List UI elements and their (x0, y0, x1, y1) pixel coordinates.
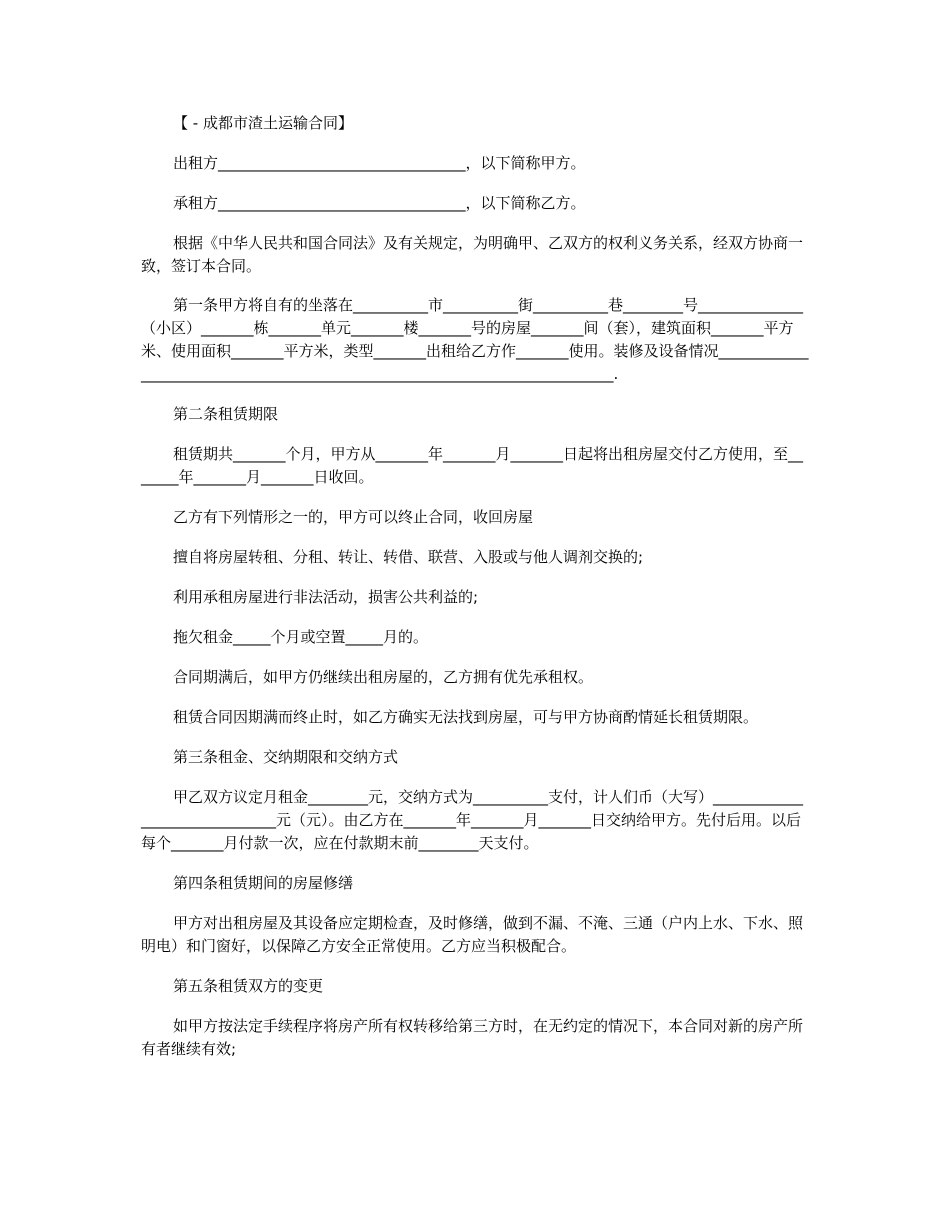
termination-conditions-intro: 乙方有下列情形之一的，甲方可以终止合同，收回房屋 (173, 508, 534, 526)
article-3-heading: 第三条租金、交纳期限和交纳方式 (173, 748, 399, 766)
article-2-heading: 第二条租赁期限 (173, 405, 279, 423)
rent-payment-paragraph: 甲乙双方议定月租金________元，交纳方式为__________支付，计人们币（大写）______________________________元（元）。由乙方在_______年_______月_______日交纳给甲方。先付后用。以后每个_______月付款一次，应在付款期末前________天支付。 (141, 788, 804, 852)
termination-condition-illegal-use: 利用承租房屋进行非法活动，损害公共利益的; (173, 588, 479, 606)
preamble-paragraph: 根据《中华人民共和国合同法》及有关规定，为明确甲、乙双方的权利义务关系，经双方协商一致，签订本合同。 (141, 234, 804, 275)
repairs-paragraph: 甲方对出租房屋及其设备应定期检查，及时修缮，做到不漏、不淹、三通（户内上水、下水、照明电）和门窗好，以保障乙方安全正常使用。乙方应当积极配合。 (141, 914, 804, 955)
renewal-priority-paragraph: 合同期满后，如甲方仍继续出租房屋的，乙方拥有优先承租权。 (173, 668, 594, 686)
lessee-line: 承租方_________________________________，以下简称乙方。 (173, 194, 586, 212)
article-1-paragraph: 第一条甲方将自有的坐落在__________市__________街__________巷________号______________（小区）_______栋_______单元_______楼_______号的房屋_______间（套），建筑面积_______平方米、使用面积_______平方米，类型_______出租给乙方作_______使用。装修及设备情况___________________________________________________________________________. (141, 296, 809, 383)
lessor-line: 出租方_________________________________，以下简称甲方。 (173, 154, 586, 172)
termination-condition-sublet: 擅自将房屋转租、分租、转让、转借、联营、入股或与他人调剂交换的; (173, 548, 644, 566)
document-title: 【 - 成都市渣土运输合同】 (173, 114, 353, 132)
article-5-heading: 第五条租赁双方的变更 (173, 977, 324, 995)
ownership-transfer-paragraph: 如甲方按法定手续程序将房产所有权转移给第三方时，在无约定的情况下，本合同对新的房产所有者继续有效; (141, 1017, 804, 1058)
article-4-heading: 第四条租赁期间的房屋修缮 (173, 874, 354, 892)
lease-extension-paragraph: 租赁合同因期满而终止时，如乙方确实无法找到房屋，可与甲方协商酌情延长租赁期限。 (173, 708, 759, 726)
termination-condition-arrears: 拖欠租金_____个月或空置_____月的。 (173, 628, 429, 646)
lease-term-paragraph: 租赁期共_______个月，甲方从_______年_______月_______日起将出租房屋交付乙方使用，至_______年_______月_______日收回。 (141, 445, 804, 486)
